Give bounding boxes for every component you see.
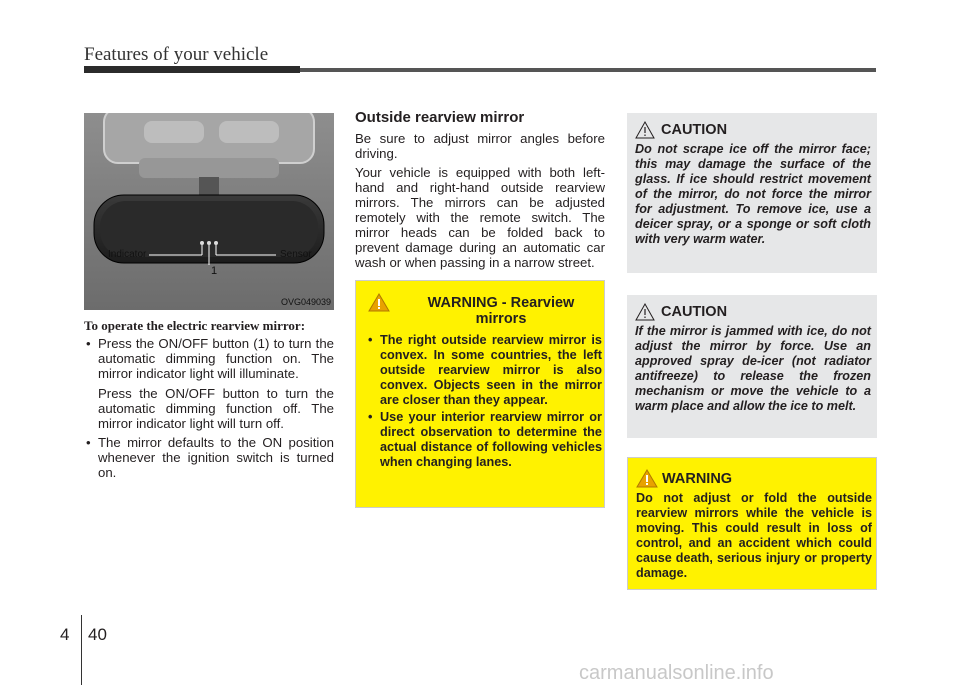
- button-number-label: 1: [211, 265, 218, 277]
- outside-mirror-heading: Outside rearview mirror: [355, 109, 525, 126]
- warning-rearview-bullet-2: • Use your interior rearview mirror or direct observation to determine the actual distance of following vehicles when changing lanes.: [366, 410, 602, 470]
- page-header-title: Features of your vehicle: [84, 44, 269, 65]
- warning-box-rearview-mirrors: [355, 280, 605, 508]
- caution-2-title: CAUTION: [661, 304, 728, 320]
- warning-rearview-bullet-1: • The right outside rearview mirror is convex. In some countries, the left outside rearview mirror is also convex. Objects seen in the mirror are closer than they appear.: [366, 333, 602, 408]
- warning-triangle-icon: [368, 293, 390, 312]
- indicator-label: Indicator: [108, 249, 147, 260]
- operation-subheading: To operate the electric rearview mirror:: [84, 318, 306, 333]
- left-column: [84, 318, 334, 480]
- photo-caption: OVG049039: [280, 297, 331, 307]
- middle-column: [355, 110, 605, 274]
- caution-triangle-icon: [635, 303, 655, 321]
- operation-bullet-2: • The mirror defaults to the ON position whenever the ignition switch is turned on.: [84, 435, 334, 480]
- caution-2-body: If the mirror is jammed with ice, do not adjust the mirror by force. Use an approved spray de-icer (not radiator antifreeze) to release the frozen mechanism or move the vehicle to a warm place and allow the ice to melt.: [635, 324, 871, 413]
- mirror-illustration: [84, 113, 334, 310]
- rearview-mirror-photo: [84, 113, 334, 310]
- warning-rearview-title: WARNING - Rearview mirrors: [427, 295, 575, 327]
- caution-1-body: Do not scrape ice off the mirror face; this may damage the surface of the glass. If ice should restrict movement of the mirror, do not force the mirror for adjustment. To remove ice, use a deicer spray, or a sponge or soft cloth with very warm water.: [635, 142, 871, 246]
- outside-mirror-paragraph-2: Your vehicle is equipped with both left-hand and right-hand outside rearview mirrors. The mirrors can be adjusted remotely with the remote switch. The mirror heads can be folded back to prevent damage during an automatic car wash or when passing in a narrow street.: [355, 165, 605, 270]
- watermark-text: carmanualsonline.info: [579, 662, 774, 684]
- operation-bullet-1: • Press the ON/OFF button (1) to turn the automatic dimming function on. The mirror indicator light will illuminate.: [84, 336, 334, 381]
- warning-fold-title: WARNING: [662, 471, 733, 487]
- sensor-label: Sensor: [280, 249, 312, 260]
- page-section-number: 4: [60, 625, 70, 644]
- footer-divider: [81, 615, 82, 685]
- warning-box-fold-mirrors: [627, 457, 877, 590]
- caution-box-scrape-ice: [627, 113, 877, 273]
- caution-1-title: CAUTION: [661, 122, 728, 138]
- operation-bullet-1-continued: Press the ON/OFF button to turn the automatic dimming function off. The mirror indicator light will turn off.: [98, 386, 334, 431]
- caution-triangle-icon: [635, 121, 655, 139]
- warning-rearview-list: [366, 333, 602, 472]
- page-number: 40: [88, 625, 107, 644]
- header-accent-bar: [84, 66, 300, 73]
- outside-mirror-paragraph-1: Be sure to adjust mirror angles before driving.: [355, 131, 605, 161]
- caution-box-jammed-ice: [627, 295, 877, 438]
- warning-fold-body: Do not adjust or fold the outside rearview mirrors while the vehicle is moving. This could result in loss of control, and an accident which could cause death, serious injury or property damage.: [636, 491, 872, 580]
- warning-triangle-icon: [636, 469, 658, 488]
